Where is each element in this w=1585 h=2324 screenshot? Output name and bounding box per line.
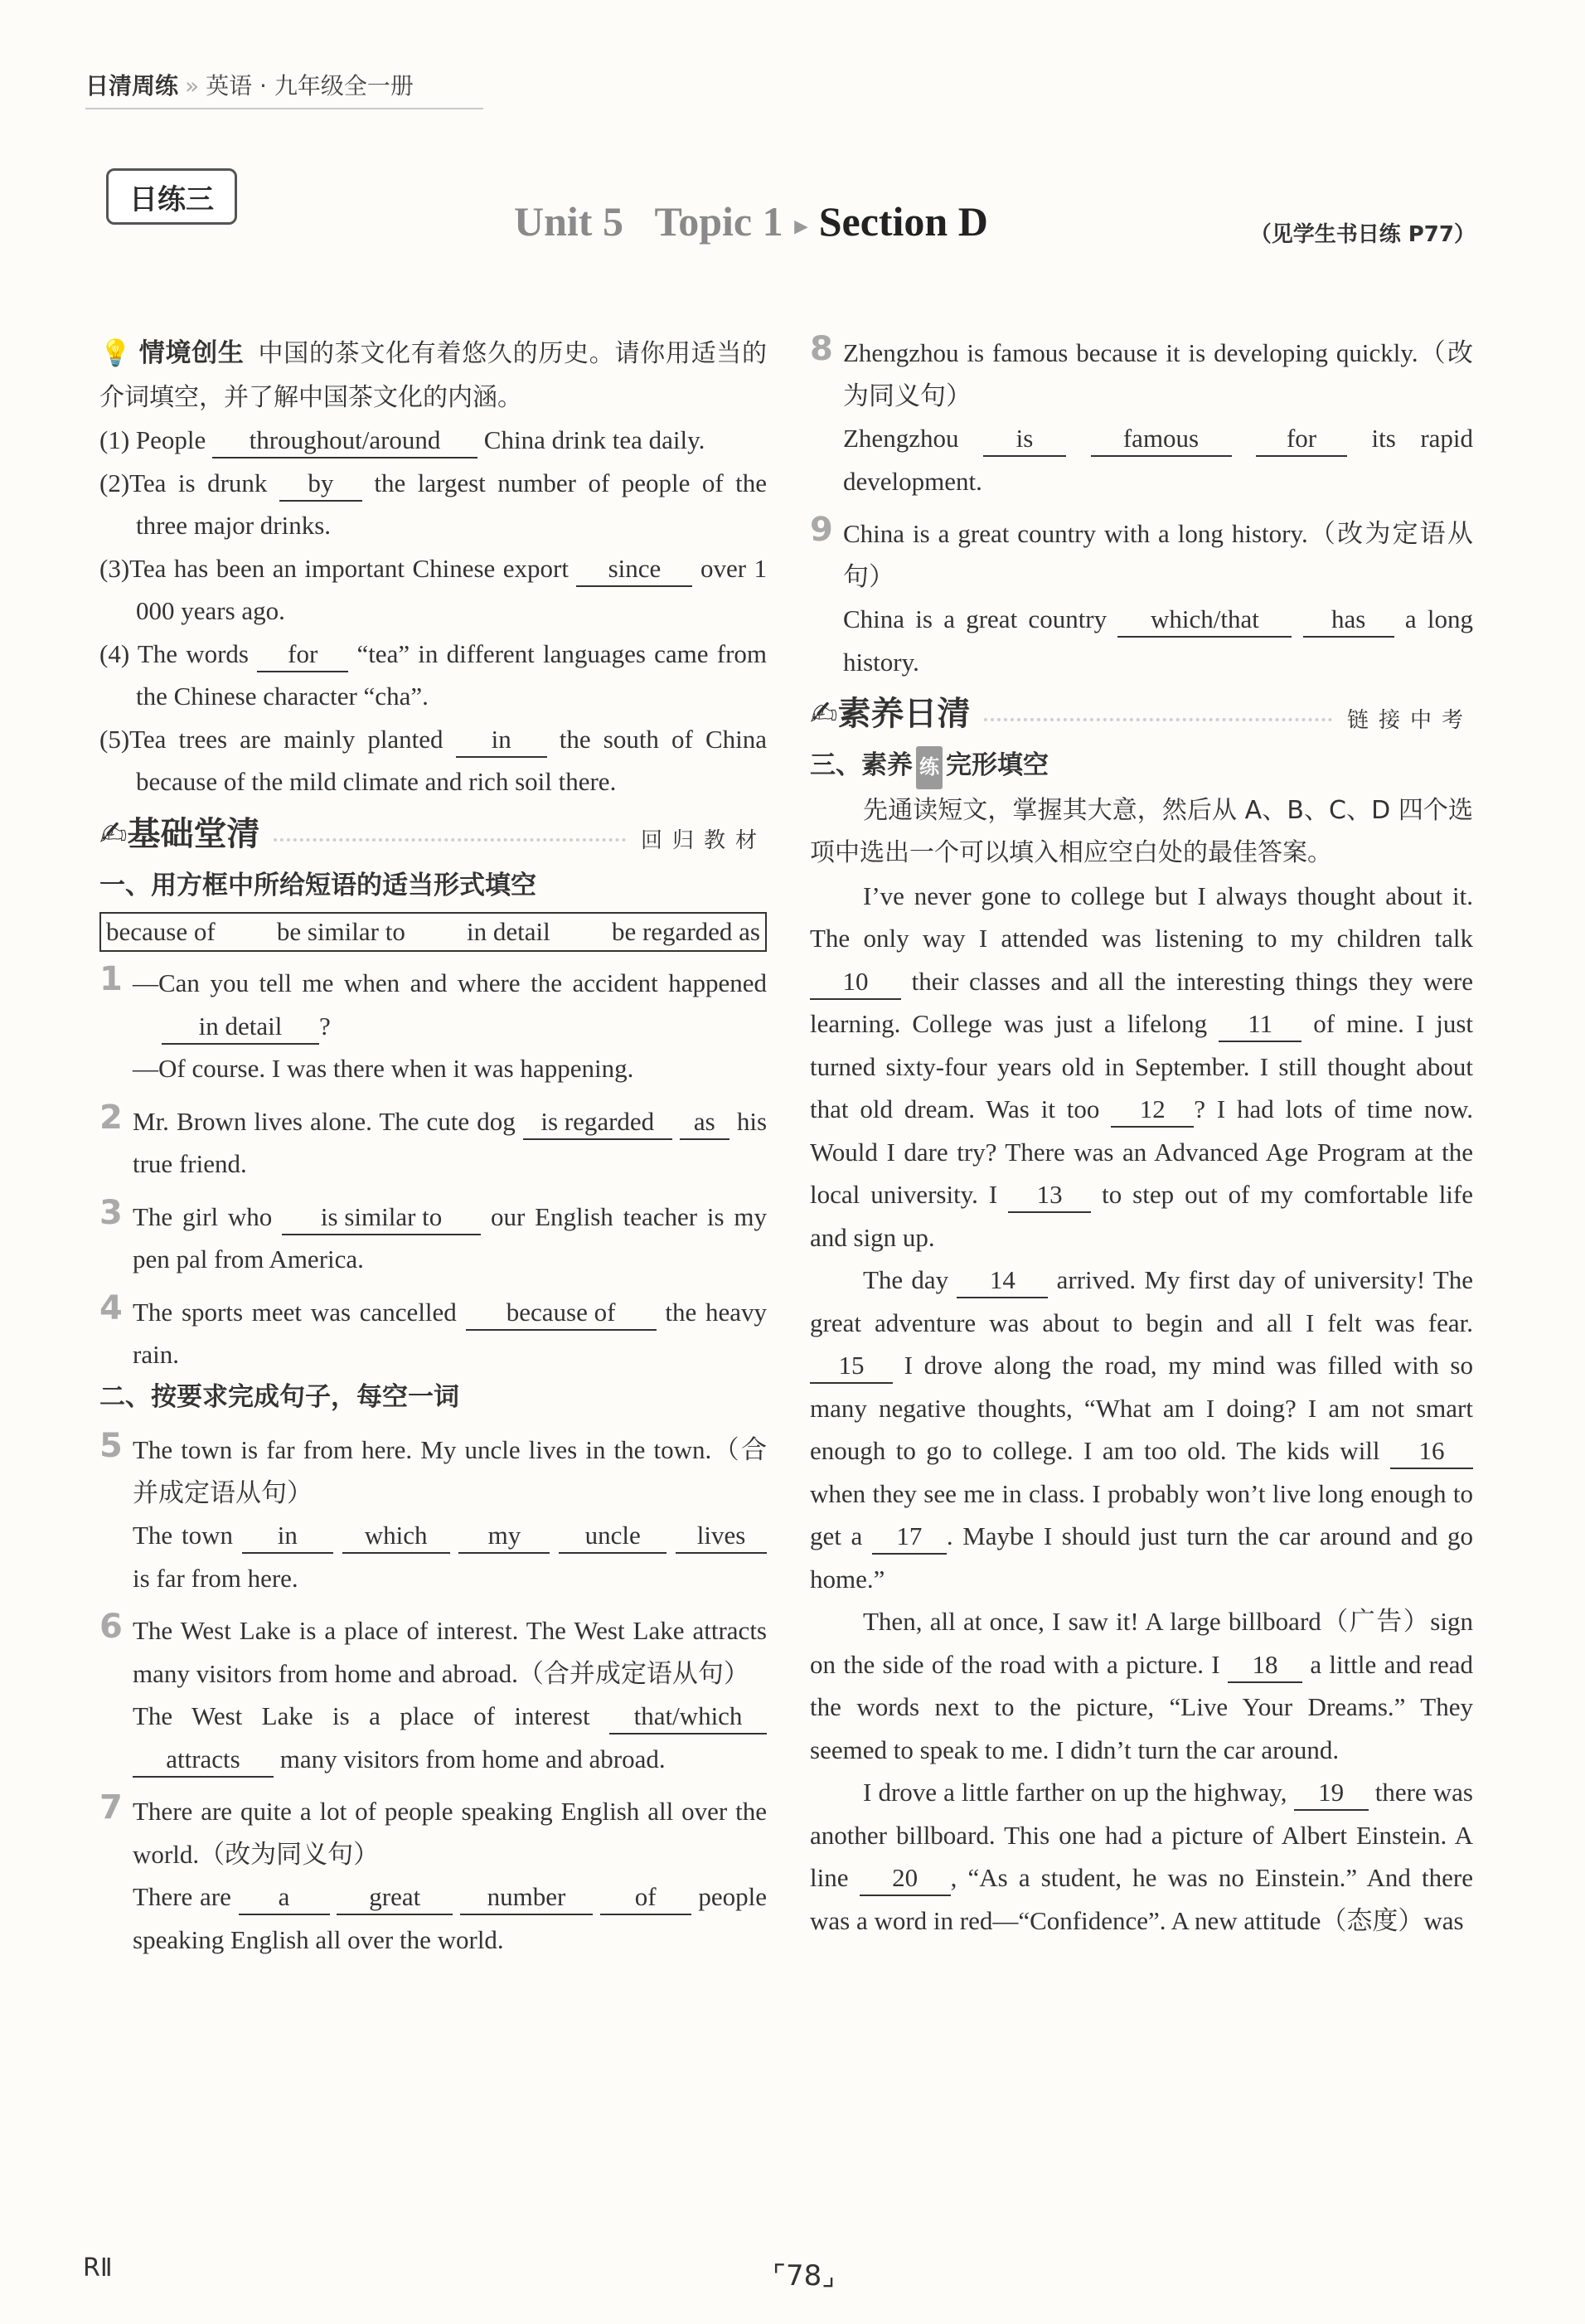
lightbulb-icon: 💡 [99,338,133,367]
phrase: because of [106,917,216,946]
answer-blank[interactable]: is similar to [282,1201,481,1235]
part2-heading: 二、按要求完成句子，每空一词 [99,1381,459,1412]
triangle-right-icon: ▸ [794,212,807,240]
answer-blank[interactable]: my [458,1519,550,1554]
literacy-section-header [810,693,1473,741]
literacy-section-tag: 链接中考 [1346,708,1473,733]
answer-blank[interactable]: uncle [559,1519,666,1554]
cloze-instructions: 先通读短文，掌握其大意，然后从 A、B、C、D 四个选项中选出一个可以填入相应空白处的最佳答案。 [810,795,1473,867]
title-unit: Unit 5 [514,198,623,245]
answer-blank[interactable]: famous [1091,422,1232,457]
answer-blank[interactable]: of [600,1880,691,1915]
answer-blank[interactable]: for [257,638,348,672]
cloze-paragraph-1: I’ve never gone to college but I always thought about it. The only way I attended was listening to my children talk 10 their classes and all the interesting things they were learning. College was just a lifelong 11 of mine. I just turned sixty-four years old in September. I still thought about that old dream. Was it too 12 ? I had lots of time now. Would I dare try? There was an Advanced Age Program at the local university. I 13 to step out of my comfortable life and sign up. [810,881,1474,1252]
answer-blank[interactable]: because of [466,1296,657,1331]
divider [274,838,626,842]
situation-item-1: (1) People throughout/around China drink tea daily. [99,419,767,462]
basic-section-header [99,813,767,861]
edition-mark: RⅡ [83,2254,113,2283]
cloze-blank[interactable]: 13 [1008,1178,1091,1213]
answer-blank[interactable]: in [242,1519,333,1554]
brand: 日清周练 [85,72,179,99]
cloze-blank[interactable]: 14 [957,1264,1048,1298]
part3-heading: 三、素养 练 完形填空 [810,745,1473,789]
cloze-blank[interactable]: 11 [1219,1007,1301,1042]
cloze-paragraph-3: Then, all at once, I saw it! A large billboard（广告）sign on the side of the road with a picture. I 18 a little and read the words next to the picture, “Live Your Dreams.” They seemed to speak to me. I didn’t turn the car around. [810,1607,1474,1764]
question-3: 3 The girl who is similar to our English teacher is my pen pal from America. [99,1193,768,1274]
answer-blank[interactable]: is regarded [523,1105,672,1140]
cloze-paragraph-2: The day 14 arrived. My first day of university! The great adventure was about to begin and all I felt was fear. 15 I drove along the road, my mind was filled with so many negative thoughts, “What am I doing? I am not smart enough to go to college. I am too old. The kids will 16 when they see me in class. I probably won’t live long enough to get a 17 . Maybe I should just turn the car around and go home.” [810,1265,1473,1594]
situation-item-2: (2)Tea is drunk by the largest number of people of the three major drinks. [99,468,768,540]
phrase-box [99,912,767,952]
answer-blank[interactable]: which/that [1117,603,1292,638]
answer-blank[interactable]: lives [676,1519,767,1554]
situation-intro [99,332,767,419]
left-column [99,332,767,1961]
answer-blank[interactable]: a [239,1880,330,1915]
cloze-blank[interactable]: 17 [872,1520,947,1555]
situation-item-5: (5)Tea trees are mainly planted in the south of China because of the mild climate and rich soil there. [99,724,768,796]
header-rule [85,108,483,109]
basic-section-tag: 回归教材 [640,827,767,853]
question-4: 4 The sports meet was cancelled because of the heavy rain. [99,1288,767,1369]
answer-blank[interactable]: by [279,467,362,502]
answer-blank[interactable]: attracts [133,1743,274,1778]
practice-badge: 练 [916,746,943,789]
running-header [85,68,414,101]
cloze-blank[interactable]: 10 [810,965,901,1000]
page-number: ⌜78⌟ [773,2259,836,2292]
question-6: 6 The West Lake is a place of interest. The West Lake attracts many visitors from home and abroad.（合并成定语从句） The West Lake is a place of interest that/which attracts many visitors from home and abroad. [99,1609,767,1780]
divider [984,718,1332,721]
answer-blank[interactable]: throughout/around [212,424,477,458]
cloze-blank[interactable]: 15 [810,1349,893,1384]
cloze-blank[interactable]: 20 [860,1861,951,1896]
answer-blank[interactable]: in detail [162,1010,319,1045]
right-column [810,332,1473,1942]
question-8: 8 Zhengzhou is famous because it is developing quickly.（改为同义句） Zhengzhou is famous for its rapid development. [810,330,1474,496]
question-2: 2 Mr. Brown lives alone. The cute dog is regarded as his true friend. [99,1098,768,1178]
reference-note: （见学生书日练 P77） [1249,222,1476,247]
title-section: Section D [818,198,988,245]
phrase: be similar to [276,917,405,946]
answer-blank[interactable]: since [576,552,692,587]
pen-icon: ✍ [99,814,128,853]
answer-blank[interactable]: which [342,1519,450,1554]
phrase: be regarded as [611,917,760,946]
answer-blank[interactable]: as [680,1105,729,1140]
answer-blank[interactable]: number [460,1880,593,1915]
answer-blank[interactable]: for [1256,422,1347,457]
basic-section-title: ✍基础堂清 [99,814,260,853]
cloze-blank[interactable]: 12 [1111,1093,1194,1128]
answer-blank[interactable]: great [337,1880,453,1915]
answer-blank[interactable]: in [456,723,547,758]
situation-item-4: (4) The words for “tea” in different languages came from the Chinese character “cha”. [99,638,768,711]
page-title [514,197,988,245]
situation-item-3: (3)Tea has been an important Chinese export since over 1 000 years ago. [99,553,768,625]
part1-heading: 一、用方框中所给短语的适当形式填空 [99,870,536,900]
question-1: 1 —Can you tell me when and where the accident happened in detail ? —Of course. I was there when it was happening. [99,960,767,1083]
question-9: 9 China is a great country with a long history.（改为定语从句） China is a great country which/that has a long history. [810,511,1474,677]
chevron-right-icon: » [185,72,200,99]
phrase: in detail [467,917,550,946]
daily-practice-tag: 日练三 [106,168,237,225]
situation-label: 情境创生 [138,338,245,368]
book-crumb: 英语 · 九年级全一册 [206,72,414,99]
literacy-section-title: ✍素养日清 [810,695,971,733]
cloze-paragraph-4: I drove a little farther on up the highway, 19 there was another billboard. This one had a picture of Albert Einstein. A line 20 , “As a student, he was no Einstein.” And there was a word in red—“Confidence”. A new attitude（态度）was [810,1778,1474,1935]
question-5: 5 The town is far from here. My uncle lives in the town.（合并成定语从句） The town in which my uncle lives is far from here. [99,1427,767,1593]
question-7: 7 There are quite a lot of people speaking English all over the world.（改为同义句） There are a great number of people speaking English all over the world. [99,1788,768,1954]
cloze-blank[interactable]: 16 [1390,1434,1473,1469]
answer-blank[interactable]: that/which [609,1700,767,1735]
answer-blank[interactable]: has [1303,603,1394,638]
pen-icon: ✍ [810,695,838,733]
answer-blank[interactable]: is [983,422,1066,457]
situation-text: 中国的茶文化有着悠久的历史。请你用适当的介词填空，并了解中国茶文化的内涵。 [99,339,768,412]
title-topic: Topic 1 [654,198,783,245]
cloze-blank[interactable]: 18 [1228,1648,1302,1683]
cloze-blank[interactable]: 19 [1294,1776,1369,1811]
